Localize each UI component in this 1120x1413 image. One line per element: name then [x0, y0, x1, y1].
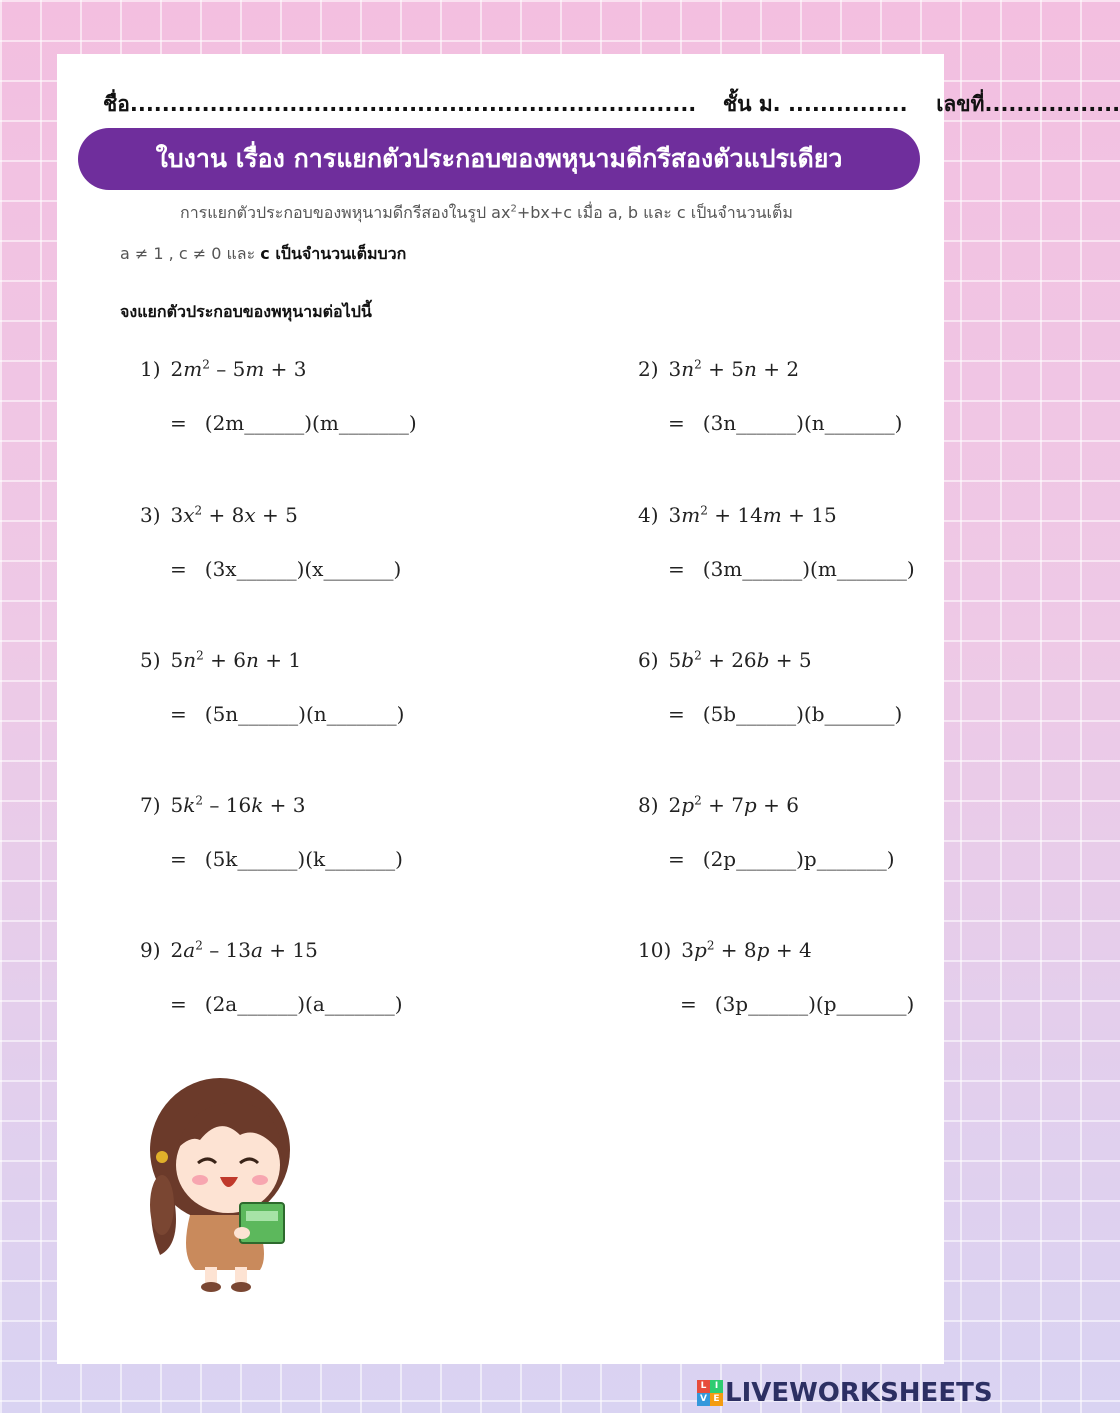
- answer-8[interactable]: = (2p______)p_______): [668, 847, 895, 871]
- answer-blank[interactable]: (3p______)(p_______): [714, 992, 915, 1016]
- answer-blank[interactable]: (5n______)(n_______): [204, 702, 405, 726]
- answer-blank[interactable]: (3m______)(m_______): [702, 557, 915, 581]
- worksheet-title: ใบงาน เรื่อง การแยกตัวประกอบของพหุนามดีกรีสองตัวแปรเดียว: [155, 144, 843, 173]
- answer-blank[interactable]: (2a______)(a_______): [204, 992, 403, 1016]
- answer-blank[interactable]: (5k______)(k_______): [204, 847, 403, 871]
- answer-7[interactable]: = (5k______)(k_______): [170, 847, 403, 871]
- answer-5[interactable]: = (5n______)(n_______): [170, 702, 405, 726]
- description-line-1: การแยกตัวประกอบของพหุนามดีกรีสองในรูป $ax^2+bx+c$ เมื่อ a, b และ c เป็นจำนวนเต็ม: [180, 203, 793, 222]
- class-field[interactable]: ชั้น ม. ...............: [722, 92, 908, 116]
- answer-10[interactable]: = (3p______)(p_______): [680, 992, 915, 1016]
- problem-2: 2) $3n^2 + 5n + 2$: [638, 357, 800, 381]
- answer-1[interactable]: = (2m______)(m_______): [170, 411, 417, 435]
- answer-blank[interactable]: (3n______)(n_______): [702, 411, 903, 435]
- problem-6: 6) $5b^2 + 26b + 5$: [638, 648, 812, 672]
- answer-blank[interactable]: (2p______)p_______): [702, 847, 895, 871]
- problem-8: 8) $2p^2 + 7p + 6$: [638, 793, 799, 817]
- name-field[interactable]: ชื่อ.......................................................................: [103, 92, 697, 116]
- answer-blank[interactable]: (3x______)(x_______): [204, 557, 402, 581]
- number-field[interactable]: เลขที่.................: [936, 92, 1120, 116]
- title-banner: [78, 128, 920, 190]
- answer-blank[interactable]: (5b______)(b_______): [702, 702, 903, 726]
- problem-9: 9) $2a^2 - 13a + 15$: [140, 938, 318, 962]
- description-line-2: a ≠ 1 , c ≠ 0 และ c เป็นจำนวนเต็มบวก: [120, 244, 407, 263]
- problem-7: 7) $5k^2 - 16k + 3$: [140, 793, 306, 817]
- brand-name: LIVEWORKSHEETS: [725, 1378, 993, 1408]
- liveworksheets-logo[interactable]: [697, 1378, 993, 1408]
- problem-1: 1) $2m^2 - 5m + 3$: [140, 357, 307, 381]
- answer-9[interactable]: = (2a______)(a_______): [170, 992, 403, 1016]
- problem-5: 5) $5n^2 + 6n + 1$: [140, 648, 302, 672]
- answer-2[interactable]: = (3n______)(n_______): [668, 411, 903, 435]
- problem-10: 10) $3p^2 + 8p + 4$: [638, 938, 812, 962]
- live-badge-icon: L I V E: [697, 1380, 723, 1406]
- answer-3[interactable]: = (3x______)(x_______): [170, 557, 402, 581]
- answer-6[interactable]: = (5b______)(b_______): [668, 702, 903, 726]
- problem-4: 4) $3m^2 + 14m + 15$: [638, 503, 837, 527]
- cartoon-girl-illustration: [120, 1055, 328, 1295]
- answer-4[interactable]: = (3m______)(m_______): [668, 557, 915, 581]
- problem-3: 3) $3x^2 + 8x + 5$: [140, 503, 298, 527]
- instruction-text: จงแยกตัวประกอบของพหุนามต่อไปนี้: [120, 302, 372, 321]
- answer-blank[interactable]: (2m______)(m_______): [204, 411, 417, 435]
- student-info-line: [103, 88, 1120, 121]
